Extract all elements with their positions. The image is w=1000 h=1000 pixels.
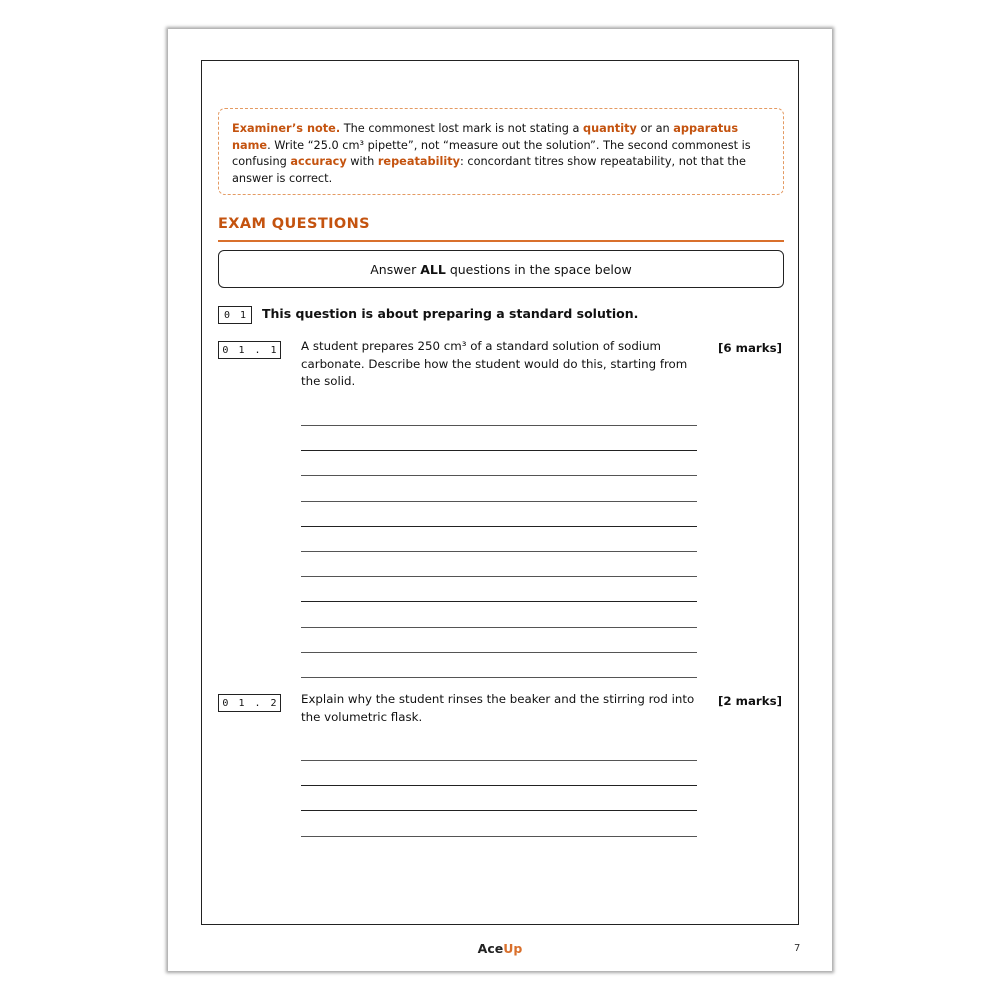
marks-label: [2 marks] <box>717 694 782 708</box>
question-text: Explain why the student rinses the beaker and the stirring rod into the volumetric flask. <box>301 692 695 724</box>
examiner-note-box <box>218 108 784 195</box>
answer-line[interactable] <box>301 501 697 502</box>
answer-line[interactable] <box>301 785 697 786</box>
answer-line[interactable] <box>301 836 697 837</box>
brand-logo <box>168 941 832 956</box>
question-text: A student prepares 250 cm³ of a standard solution of sodium carbonate. Describe how the student would do this, starting from the solid. <box>301 339 688 388</box>
answer-line[interactable] <box>301 576 697 577</box>
answer-line[interactable] <box>301 425 697 426</box>
instruction-text: questions in the space below <box>445 261 632 277</box>
highlight-quantity: quantity <box>583 122 637 135</box>
answer-line[interactable] <box>301 601 697 602</box>
answer-line[interactable] <box>301 475 697 476</box>
answer-line[interactable] <box>301 526 697 527</box>
answer-line[interactable] <box>301 810 697 811</box>
answer-area[interactable] <box>301 760 697 861</box>
examiner-note-text: The commonest lost mark is not stating a <box>340 122 584 135</box>
examiner-note-text: : concordant titres show repeatability, not that the answer is correct. <box>232 155 746 185</box>
answer-line[interactable] <box>301 551 697 552</box>
answer-line[interactable] <box>301 677 697 678</box>
highlight-apparatus-name: apparatus name <box>232 122 739 152</box>
section-title: EXAM QUESTIONS <box>218 216 371 232</box>
examiner-note-lead: Examiner’s note. <box>232 122 341 135</box>
section-divider <box>218 240 784 242</box>
examiner-note-text: . Write “25.0 cm³ pipette”, not “measure out the solution”. The second commonest is confusing <box>232 138 751 168</box>
answer-line[interactable] <box>301 627 697 628</box>
brand-text: Ace <box>477 941 504 956</box>
brand-text-accent: Up <box>503 941 523 956</box>
question-number-box: 0 1 <box>218 306 252 324</box>
exam-page <box>168 29 832 971</box>
highlight-accuracy: accuracy <box>290 155 347 168</box>
instruction-bold: ALL <box>420 261 446 277</box>
instruction-box <box>218 250 784 288</box>
page-number: 7 <box>794 943 801 954</box>
answer-line[interactable] <box>301 450 697 451</box>
question-number-box: 0 1 . 2 <box>218 694 281 712</box>
examiner-note-text: or an <box>636 122 674 135</box>
marks-label: [6 marks] <box>717 341 782 355</box>
answer-area[interactable] <box>301 425 697 702</box>
page-border <box>201 60 799 925</box>
answer-line[interactable] <box>301 760 697 761</box>
question-number-box: 0 1 . 1 <box>218 341 281 359</box>
instruction-text: Answer <box>370 261 421 277</box>
answer-line[interactable] <box>301 652 697 653</box>
examiner-note-text: with <box>346 155 378 168</box>
question-heading: This question is about preparing a standard solution. <box>262 306 639 321</box>
highlight-repeatability: repeatability <box>377 155 460 168</box>
